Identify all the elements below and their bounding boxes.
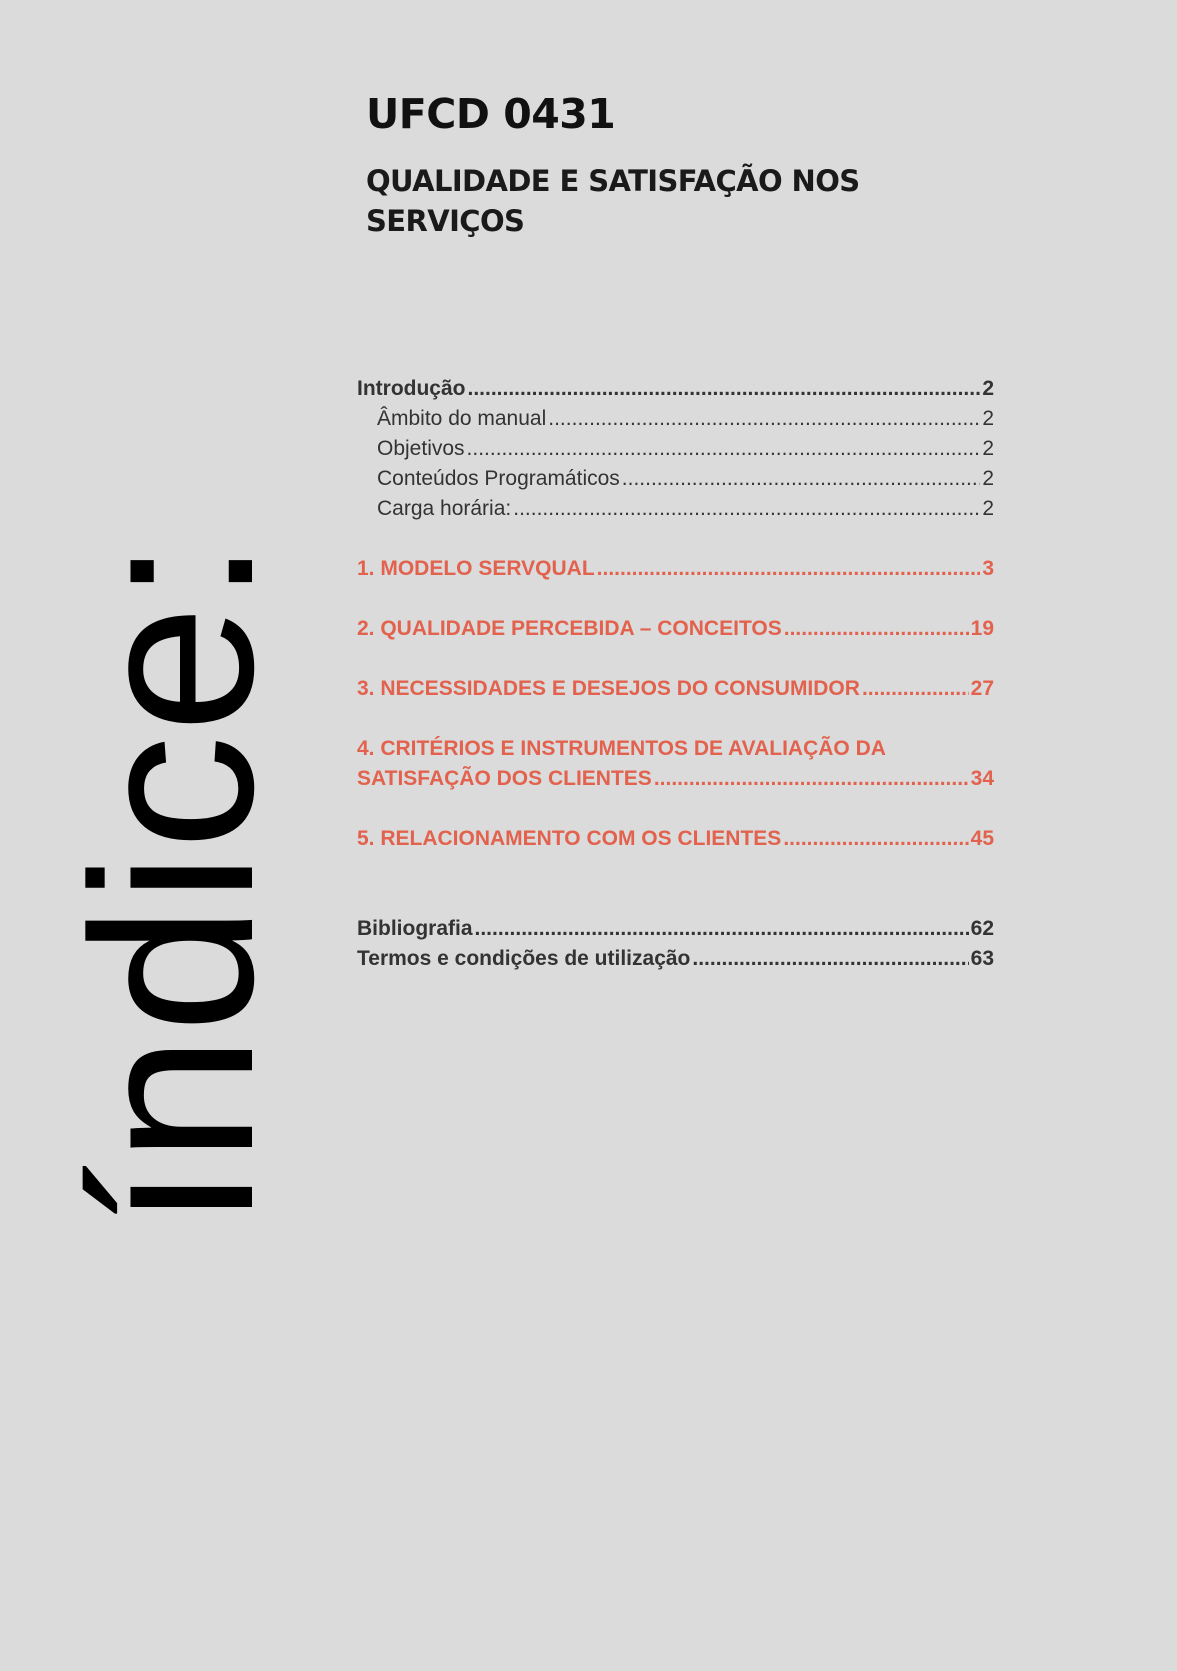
course-title: QUALIDADE E SATISFAÇÃO NOS SERVIÇOS xyxy=(366,164,860,238)
toc-entry-objectives[interactable] xyxy=(357,434,994,464)
toc-entry-label: Carga horária: xyxy=(377,497,512,520)
toc-leader-dots xyxy=(548,404,980,434)
toc-leader-dots xyxy=(468,374,981,404)
toc-entry-page: 2 xyxy=(982,407,994,430)
toc-leader-dots xyxy=(513,494,980,524)
toc-chapter-1[interactable] xyxy=(357,554,994,584)
toc-leader-dots xyxy=(597,554,981,584)
toc-entry-label: Bibliografia xyxy=(357,917,473,940)
toc-entry-label: Objetivos xyxy=(377,437,465,460)
toc-entry-label-line2: SATISFAÇÃO DOS CLIENTES xyxy=(357,767,652,790)
toc-entry-page: 2 xyxy=(982,467,994,490)
index-side-title: índice: xyxy=(44,537,301,1229)
toc-leader-dots xyxy=(475,914,969,944)
toc-entry-scope[interactable] xyxy=(357,404,994,434)
toc-chapter-2[interactable] xyxy=(357,614,994,644)
toc-leader-dots xyxy=(622,464,981,494)
toc-entry-page: 2 xyxy=(982,497,994,520)
toc-chapter-3[interactable] xyxy=(357,674,994,704)
toc-leader-dots xyxy=(692,944,968,974)
toc-entry-page: 27 xyxy=(970,677,994,700)
toc-entry-label: 1. MODELO SERVQUAL xyxy=(357,557,595,580)
toc-entry-label: Âmbito do manual xyxy=(377,407,547,430)
toc-entry-page: 2 xyxy=(982,437,994,460)
toc-chapter-4[interactable] xyxy=(357,734,994,794)
table-of-contents xyxy=(357,374,994,974)
toc-entry-label: 5. RELACIONAMENTO COM OS CLIENTES xyxy=(357,827,782,850)
course-code: UFCD 0431 xyxy=(366,90,616,138)
toc-leader-dots xyxy=(654,764,969,794)
toc-entry-bibliography[interactable] xyxy=(357,914,994,944)
toc-entry-label: Introdução xyxy=(357,377,466,400)
toc-chapter-5[interactable] xyxy=(357,824,994,854)
toc-entry-label: 3. NECESSIDADES E DESEJOS DO CONSUMIDOR xyxy=(357,677,860,700)
toc-entry-page: 19 xyxy=(970,617,994,640)
toc-leader-dots xyxy=(783,824,968,854)
toc-entry-page: 62 xyxy=(970,917,994,940)
toc-entry-label-line1: 4. CRITÉRIOS E INSTRUMENTOS DE AVALIAÇÃO DA xyxy=(357,737,886,760)
toc-entry-terms[interactable] xyxy=(357,944,994,974)
toc-entry-page: 2 xyxy=(982,377,994,400)
toc-entry-label: Termos e condições de utilização xyxy=(357,947,691,970)
toc-leader-dots xyxy=(784,614,969,644)
toc-leader-dots xyxy=(467,434,981,464)
toc-entry-workload[interactable] xyxy=(357,494,994,524)
toc-entry-page: 3 xyxy=(982,557,994,580)
toc-entry-page: 63 xyxy=(970,947,994,970)
toc-entry-program-contents[interactable] xyxy=(357,464,994,494)
toc-entry-introduction[interactable] xyxy=(357,374,994,404)
toc-entry-page: 45 xyxy=(970,827,994,850)
toc-entry-page: 34 xyxy=(970,767,994,790)
toc-leader-dots xyxy=(862,674,969,704)
toc-entry-label: 2. QUALIDADE PERCEBIDA – CONCEITOS xyxy=(357,617,782,640)
toc-entry-label: Conteúdos Programáticos xyxy=(377,467,620,490)
